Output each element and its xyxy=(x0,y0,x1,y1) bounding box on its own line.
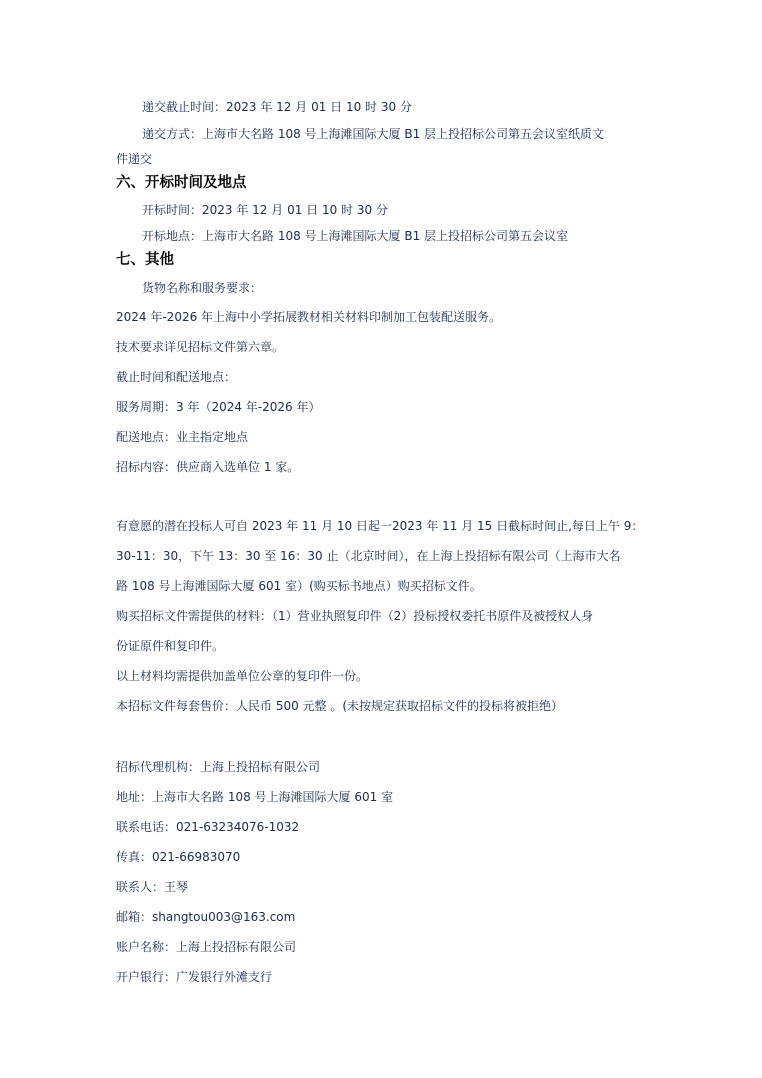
delivery-place: 配送地点：业主指定地点 xyxy=(116,430,249,444)
submission-method-line1: 递交方式：上海市大名路 108 号上海滩国际大厦 B1 层上投招标公司第五会议室纸质文 xyxy=(142,127,605,141)
submission-method-line2: 件递交 xyxy=(116,152,153,166)
goods-description: 2024 年-2026 年上海中小学拓展教材相关材料印制加工包装配送服务。 xyxy=(116,310,502,324)
technical-requirements: 技术要求详见招标文件第六章。 xyxy=(116,340,285,354)
contact-email: 邮箱：shangtou003@163.com xyxy=(116,910,296,924)
purchase-period-line2: 30-11：30，下午 13：30 至 16：30 止（北京时间），在上海上投招标有限公司（上海市大名 xyxy=(116,549,621,563)
agency-name: 招标代理机构：上海上投招标有限公司 xyxy=(116,760,321,774)
contact-person: 联系人：王琴 xyxy=(116,880,189,894)
document-price: 本招标文件每套售价：人民币 500 元整 。(未按规定获取招标文件的投标将被拒绝） xyxy=(116,699,564,713)
contact-phone: 联系电话：021-63234076-1032 xyxy=(116,820,300,834)
bank-name: 开户银行：广发银行外滩支行 xyxy=(116,970,273,984)
section7-heading: 七、其他 xyxy=(116,252,174,268)
required-materials-line2: 份证原件和复印件。 xyxy=(116,639,225,653)
purchase-period-line3: 路 108 号上海滩国际大厦 601 室）(购买标书地点）购买招标文件。 xyxy=(116,579,482,593)
submission-deadline: 递交截止时间：2023 年 12 月 01 日 10 时 30 分 xyxy=(142,100,412,114)
contact-fax: 传真：021-66983070 xyxy=(116,850,241,864)
required-materials-line1: 购买招标文件需提供的材料：（1）营业执照复印件（2）投标授权委托书原件及被授权人身 xyxy=(116,609,594,623)
opening-place: 开标地点：上海市大名路 108 号上海滩国际大厦 B1 层上投招标公司第五会议室 xyxy=(142,229,569,243)
copy-requirement: 以上材料均需提供加盖单位公章的复印件一份。 xyxy=(116,669,369,683)
deadline-label: 截止时间和配送地点： xyxy=(116,370,237,384)
opening-time: 开标时间：2023 年 12 月 01 日 10 时 30 分 xyxy=(142,203,388,217)
purchase-period-line1: 有意愿的潜在投标人可自 2023 年 11 月 10 日起一2023 年 11 月 15 日截标时间止,每日上午 9： xyxy=(116,519,644,533)
service-period: 服务周期：3 年（2024 年-2026 年） xyxy=(116,400,321,414)
goods-label: 货物名称和服务要求： xyxy=(142,281,263,295)
account-name: 账户名称：上海上投招标有限公司 xyxy=(116,940,297,954)
section6-heading: 六、开标时间及地点 xyxy=(116,175,247,191)
tender-content: 招标内容：供应商入选单位 1 家。 xyxy=(116,460,300,474)
agency-address: 地址：上海市大名路 108 号上海滩国际大厦 601 室 xyxy=(116,790,394,804)
